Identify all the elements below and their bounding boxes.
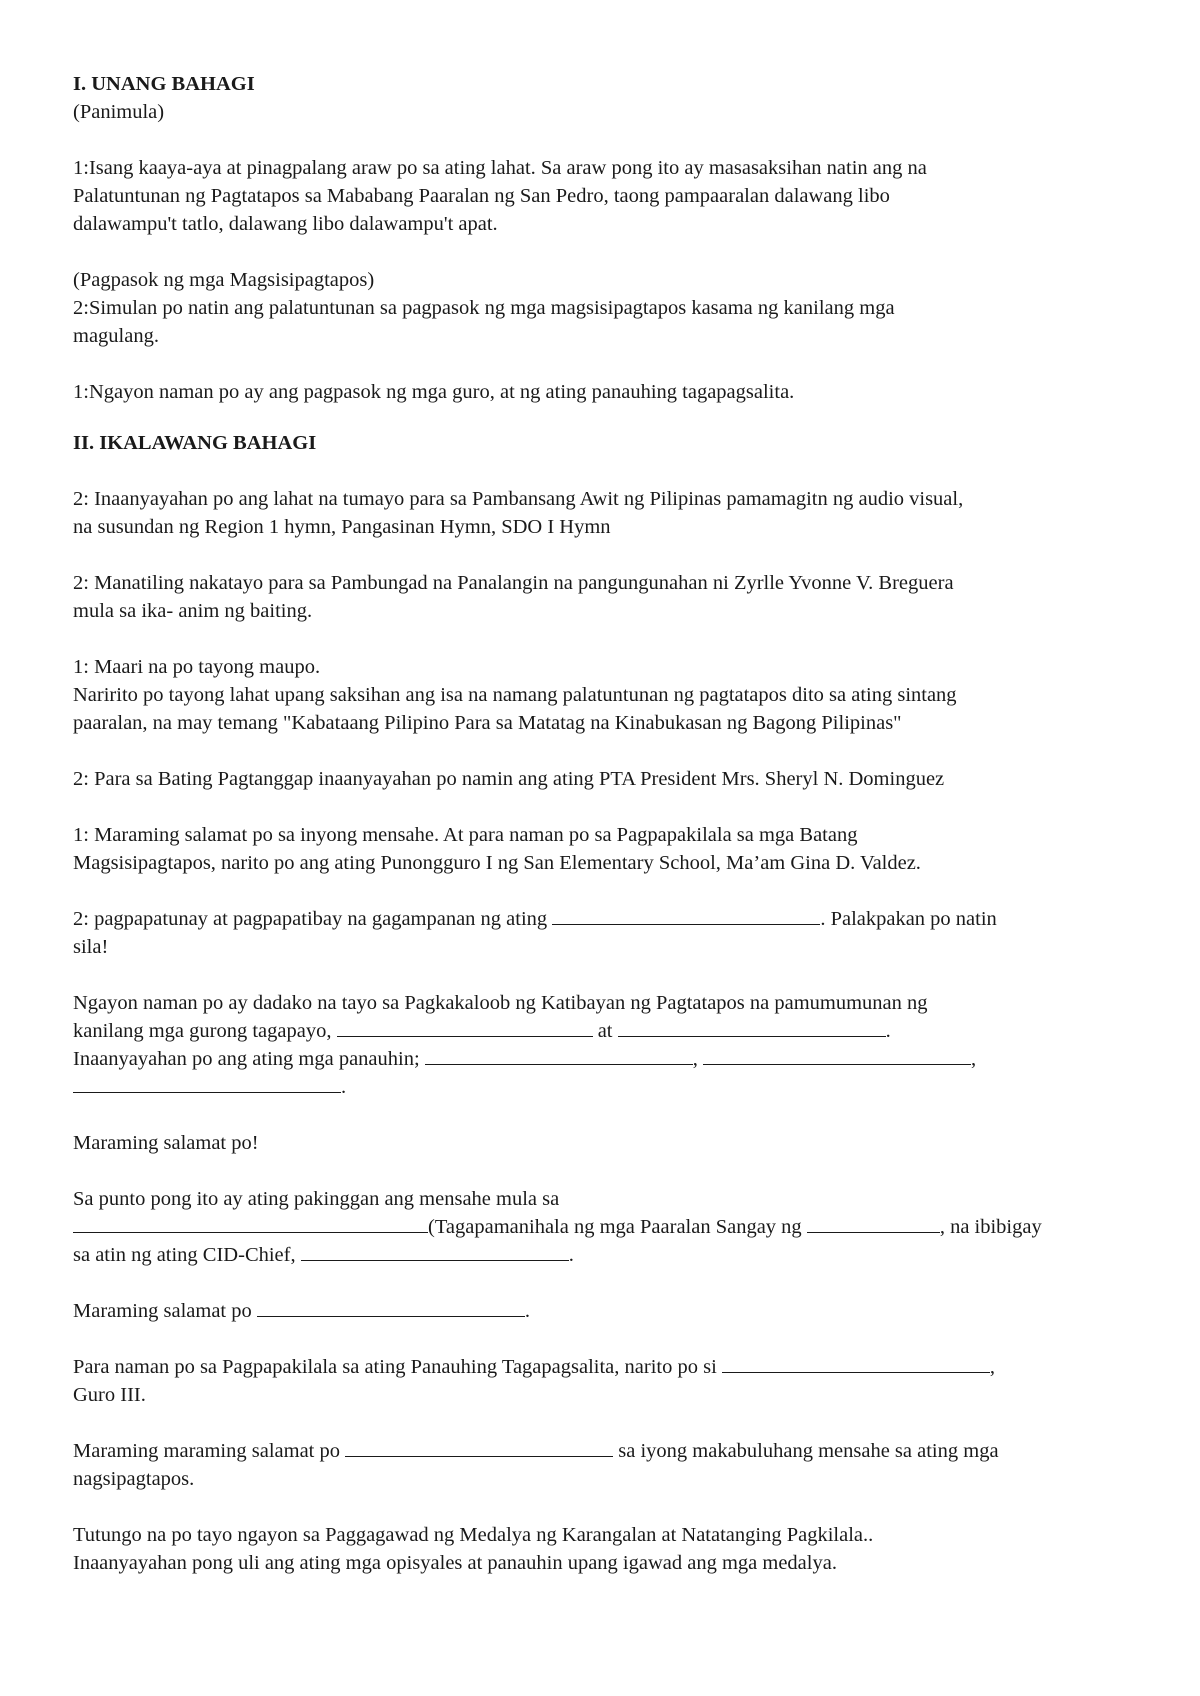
text-fragment: Maraming salamat po [73, 1300, 257, 1322]
fill-in-blank [73, 1214, 428, 1233]
text-fragment: Inaanyayahan po ang ating mga panauhin; [73, 1048, 425, 1070]
document-page [73, 70, 1133, 1577]
text-line [73, 1437, 1133, 1465]
text-line: na susundan ng Region 1 hymn, Pangasinan Hymn, SDO I Hymn [73, 516, 611, 538]
text-fragment: (Tagapamanihala ng mga Paaralan Sangay ng [428, 1216, 807, 1238]
text-line: mula sa ika- anim ng baiting. [73, 600, 313, 622]
text-fragment: , na ibibigay [939, 1216, 1042, 1238]
text-line: 2: Manatiling nakatayo para sa Pambungad na Panalangin na pangungunahan ni Zyrlle Yvonne V. Breguera [73, 572, 954, 594]
paragraph-presentation-graduates [73, 821, 1133, 877]
text-line [73, 1073, 1133, 1101]
text-line: Guro III. [73, 1384, 146, 1406]
text-fragment: . [341, 1076, 347, 1098]
text-line: Inaanyayahan pong uli ang ating mga opisyales at panauhin upang igawad ang mga medalya. [73, 1552, 837, 1574]
fill-in-blank [73, 1074, 341, 1093]
fill-in-blank [425, 1046, 693, 1065]
fill-in-blank [337, 1018, 593, 1037]
text-fragment: at [592, 1020, 618, 1042]
fill-in-blank [703, 1046, 971, 1065]
text-fragment: Para naman po sa Pagpapakilala sa ating Panauhing Tagapagsalita, narito po si [73, 1356, 722, 1378]
text-line: 1:Isang kaaya-aya at pinagpalang araw po sa ating lahat. Sa araw pong ito ay masasaksihan natin ang na [73, 157, 927, 179]
section-2-heading: II. IKALAWANG BAHAGI [73, 432, 317, 454]
text-fragment: , [989, 1356, 996, 1378]
text-line [73, 1353, 1133, 1381]
paragraph-thanks-guest-speaker [73, 1437, 1133, 1493]
paragraph-welcome-address: 2: Para sa Bating Pagtanggap inaanyayahan po namin ang ating PTA President Mrs. Sheryl N. Dominguez [73, 768, 945, 790]
text-line: Magsisipagtapos, narito po ang ating Punongguro I ng San Elementary School, Ma’am Gina D. Valdez. [73, 852, 921, 874]
text-line [73, 1241, 1133, 1269]
fill-in-blank [807, 1214, 940, 1233]
text-fragment: , [971, 1048, 977, 1070]
text-fragment: Maraming maraming salamat po [73, 1440, 346, 1462]
text-fragment: . Palakpakan po natin [820, 908, 997, 930]
text-line: Naririto po tayong lahat upang saksihan ang isa na namang palatuntunan ng pagtatapos dito sa ating sintang [73, 684, 957, 706]
fill-in-blank [345, 1438, 613, 1457]
text-fragment: sa atin ng ating CID-Chief, [73, 1244, 301, 1266]
text-line: sila! [73, 936, 109, 958]
text-line [73, 1213, 1133, 1241]
text-fragment: . [885, 1020, 891, 1042]
text-fragment: , [692, 1048, 704, 1070]
text-fragment: 2: pagpapatunay at pagpapatibay na gagampanan ng ating [73, 908, 553, 930]
text-line: 1: Maraming salamat po sa inyong mensahe. At para naman po sa Pagpapakilala sa mga Batang [73, 824, 858, 846]
text-line: nagsipagtapos. [73, 1468, 195, 1490]
text-line: 2:Simulan po natin ang palatuntunan sa pagpasok ng mga magsisipagtapos kasama ng kanilang mga [73, 297, 895, 319]
text-line: paaralan, na may temang "Kabataang Pilipino Para sa Matatag na Kinabukasan ng Bagong Pilipinas" [73, 712, 902, 734]
paragraph-certificates [73, 989, 1133, 1101]
stage-direction: (Pagpasok ng mga Magsisipagtapos) [73, 269, 375, 291]
paragraph-thanks: Maraming salamat po! [73, 1132, 259, 1154]
text-line [73, 1017, 1133, 1045]
text-line: Sa punto pong ito ay ating pakinggan ang mensahe mula sa [73, 1188, 560, 1210]
text-fragment: . [524, 1300, 531, 1322]
fill-in-blank [552, 906, 820, 925]
paragraph-medals [73, 1521, 1133, 1577]
text-line: 2: Inaanyayahan po ang lahat na tumayo para sa Pambansang Awit ng Pilipinas pamamagitn ng audio visual, [73, 488, 964, 510]
text-fragment: kanilang mga gurong tagapayo, [73, 1020, 337, 1042]
fill-in-blank [301, 1242, 569, 1261]
paragraph-national-anthem [73, 485, 1133, 541]
paragraph-opening-prayer [73, 569, 1133, 625]
text-fragment: sa iyong makabuluhang mensahe sa ating mga [613, 1440, 999, 1462]
text-line [73, 905, 1133, 933]
paragraph-thanks-speaker [73, 1297, 1133, 1325]
text-line: 1: Maari na po tayong maupo. [73, 656, 321, 678]
fill-in-blank [618, 1018, 886, 1037]
text-line: magulang. [73, 325, 159, 347]
paragraph-guest-speaker-intro [73, 1353, 1133, 1409]
section-1-subtitle: (Panimula) [73, 101, 165, 123]
paragraph-graduates-entry [73, 266, 1133, 350]
paragraph-opening [73, 154, 1133, 238]
text-line [73, 1045, 1133, 1073]
paragraph-theme [73, 653, 1133, 737]
text-line: Tutungo na po tayo ngayon sa Paggagawad ng Medalya ng Karangalan at Natatanging Pagkilala.. [73, 1524, 874, 1546]
paragraph-message [73, 1185, 1133, 1269]
text-fragment: . [568, 1244, 574, 1266]
text-line: dalawampu't tatlo, dalawang libo dalawampu't apat. [73, 213, 498, 235]
fill-in-blank [722, 1354, 990, 1373]
paragraph-teachers-entry: 1:Ngayon naman po ay ang pagpasok ng mga guro, at ng ating panauhing tagapagsalita. [73, 381, 795, 403]
fill-in-blank [257, 1298, 525, 1317]
text-line: Ngayon naman po ay dadako na tayo sa Pagkakaloob ng Katibayan ng Pagtatapos na pamumumunan ng [73, 992, 928, 1014]
section-1-heading: I. UNANG BAHAGI [73, 73, 255, 95]
text-line: Palatuntunan ng Pagtatapos sa Mababang Paaralan ng San Pedro, taong pampaaralan dalawang libo [73, 185, 890, 207]
paragraph-confirmation [73, 905, 1133, 961]
